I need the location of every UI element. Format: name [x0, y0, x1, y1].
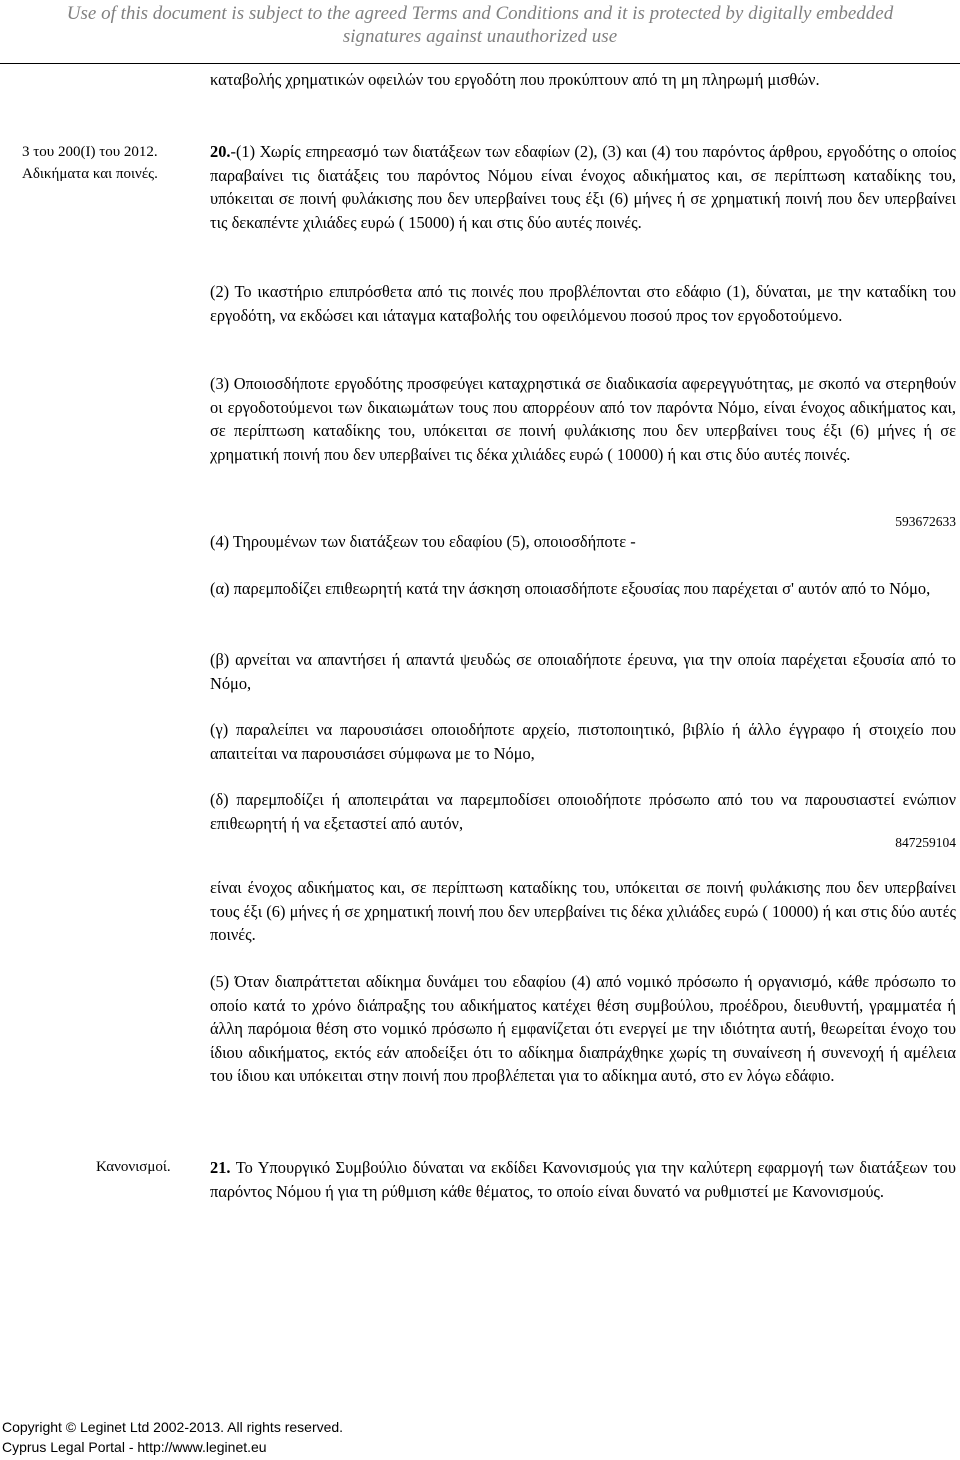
subparagraph-c: (γ) παραλείπει να παρουσιάσει οποιοδήποτε αρχείο, πιστοποιητικό, βιβλίο ή άλλο έγγραφο ή στοιχείο που απαιτείται να παρουσιάσει σύμφωνα με το Νόμο,	[210, 720, 956, 763]
document-code-1: 593672633	[895, 514, 956, 529]
subparagraph-a: (α) παρεμποδίζει επιθεωρητή κατά την άσκηση οποιασδήποτε εξουσίας που παρέχεται σ' αυτόν από το Νόμο,	[210, 579, 931, 598]
section-21-number: 21.	[210, 1158, 231, 1177]
section-20-paragraph-4-tail: είναι ένοχος αδικήματος και, σε περίπτωση καταδίκης του, υπόκειται σε ποινή φυλάκισης που δεν υπερβαίνει τους έξι (6) μήνες ή σε χρηματική ποινή που δεν υπερβαίνει τις δέκα χιλιάδες ευρώ ( 10000) ή και στις δύο αυτές ποινές.	[210, 878, 956, 945]
subparagraph-b: (β) αρνείται να απαντήσει ή απαντά ψευδώς σε οποιαδήποτε έρευνα, για την οποία παρέχεται εξουσία από το Νόμο,	[210, 650, 956, 693]
protection-banner	[0, 0, 960, 62]
footer-copyright: Copyright © Leginet Ltd 2002-2013. All rights reserved.	[2, 1419, 344, 1435]
header-divider	[0, 63, 960, 64]
section-20-paragraph-4: (4) Τηρουμένων των διατάξεων του εδαφίου (5), οποιοσδήποτε -	[210, 532, 636, 551]
document-code-2: 847259104	[895, 835, 956, 850]
margin-note-regulations: Κανονισμοί.	[96, 1159, 171, 1175]
banner-line-2: signatures against unauthorized use	[342, 26, 618, 47]
section-20-paragraph-5: (5) Όταν διαπράττεται αδίκημα δυνάμει του εδαφίου (4) από νομικό πρόσωπο ή οργανισμό, κάθε πρόσωπο το οποίο κατά το χρόνο διάπραξης του αδικήματος κατέχει θέση συμβούλου, προέδρου, διευθυντή, γραμματέα ή άλλη παρόμοια θέση στο νομικό πρόσωπο ή εμφανίζεται ότι ενεργεί με την ιδιότητα αυτή, θεωρείται ένοχο του ίδιου αδικήματος, εκτός εάν αποδείξει ότι το αδίκημα διαπράχθηκε χωρίς τη συναίνεση ή συνενοχή ή αμέλεια του ίδιου και υπόκειται στην ποινή που προβλέπεται για το αδίκημα αυτό, στο εν λόγω εδάφιο.	[210, 972, 956, 1086]
margin-note-line-2: Αδικήματα και ποινές.	[22, 166, 158, 182]
banner-line-1: Use of this document is subject to the agreed Terms and Conditions and it is protected by digitally embedded	[66, 3, 894, 24]
subparagraph-d: (δ) παρεμποδίζει ή αποπειράται να παρεμποδίσει οποιοδήποτε πρόσωπο από του να παρουσιαστεί ενώπιον επιθεωρητή ή να εξεταστεί από αυτόν,	[210, 790, 956, 833]
section-20-paragraph-2: (2) Το ικαστήριο επιπρόσθετα από τις ποινές που προβλέπονται στο εδάφιο (1), δύναται, με την καταδίκη του εργοδότη, να εκδώσει και ιάταγμα καταβολής του οφειλόμενου ποσού προς τον εργοδοτούμενο.	[210, 282, 956, 325]
margin-note-law-reference	[22, 141, 208, 185]
continuation-paragraph: καταβολής χρηματικών οφειλών του εργοδότη που προκύπτουν από τη μη πληρωμή μισθών.	[210, 70, 820, 89]
section-21-text: Το Υπουργικό Συμβούλιο δύναται να εκδίδει Κανονισμούς για την καλύτερη εφαρμογή των διατάξεων του παρόντος Νόμου ή για τη ρύθμιση κάθε θέματος, το οποίο είναι δυνατό να ρυθμιστεί με Κανονισμούς.	[210, 1158, 956, 1201]
footer-portal: Cyprus Legal Portal - http://www.leginet.eu	[2, 1439, 267, 1455]
section-20-paragraph-3: (3) Οποιοσδήποτε εργοδότης προσφεύγει καταχρηστικά σε διαδικασία αφερεγγυότητας, με σκοπό να στερηθούν οι εργοδοτούμενοι των δικαιωμάτων τους που απορρέουν από τον παρόντα Νόμο, είναι ένοχος αδικήματος και, σε περίπτωση καταδίκης του, υπόκειται σε ποινή φυλάκισης που δεν υπερβαίνει τους έξι (6) μήνες ή σε χρηματική ποινή που δεν υπερβαίνει τις δέκα χιλιάδες ευρώ ( 10000) ή και στις δύο αυτές ποινές.	[210, 374, 956, 464]
section-21-paragraph	[210, 1156, 956, 1203]
section-20-p1-text: -(1) Χωρίς επηρεασμό των διατάξεων των εδαφίων (2), (3) και (4) του παρόντος άρθρου, εργοδότης ο οποίος παραβαίνει τις διατάξεις του παρόντος Νόμου είναι ένοχος αδικήματος και, σε περίπτωση καταδίκης του, υπόκειται σε ποινή φυλάκισης που δεν υπερβαίνει τους έξι (6) μήνες ή σε χρηματική ποινή που δεν υπερβαίνει τις δεκαπέντε χιλιάδες ευρώ ( 15000) ή και στις δύο αυτές ποινές.	[210, 142, 956, 232]
section-20-paragraph-1	[210, 140, 956, 234]
section-20-number: 20.	[210, 142, 231, 161]
margin-note-line-1: 3 του 200(Ι) του 2012.	[22, 144, 158, 160]
